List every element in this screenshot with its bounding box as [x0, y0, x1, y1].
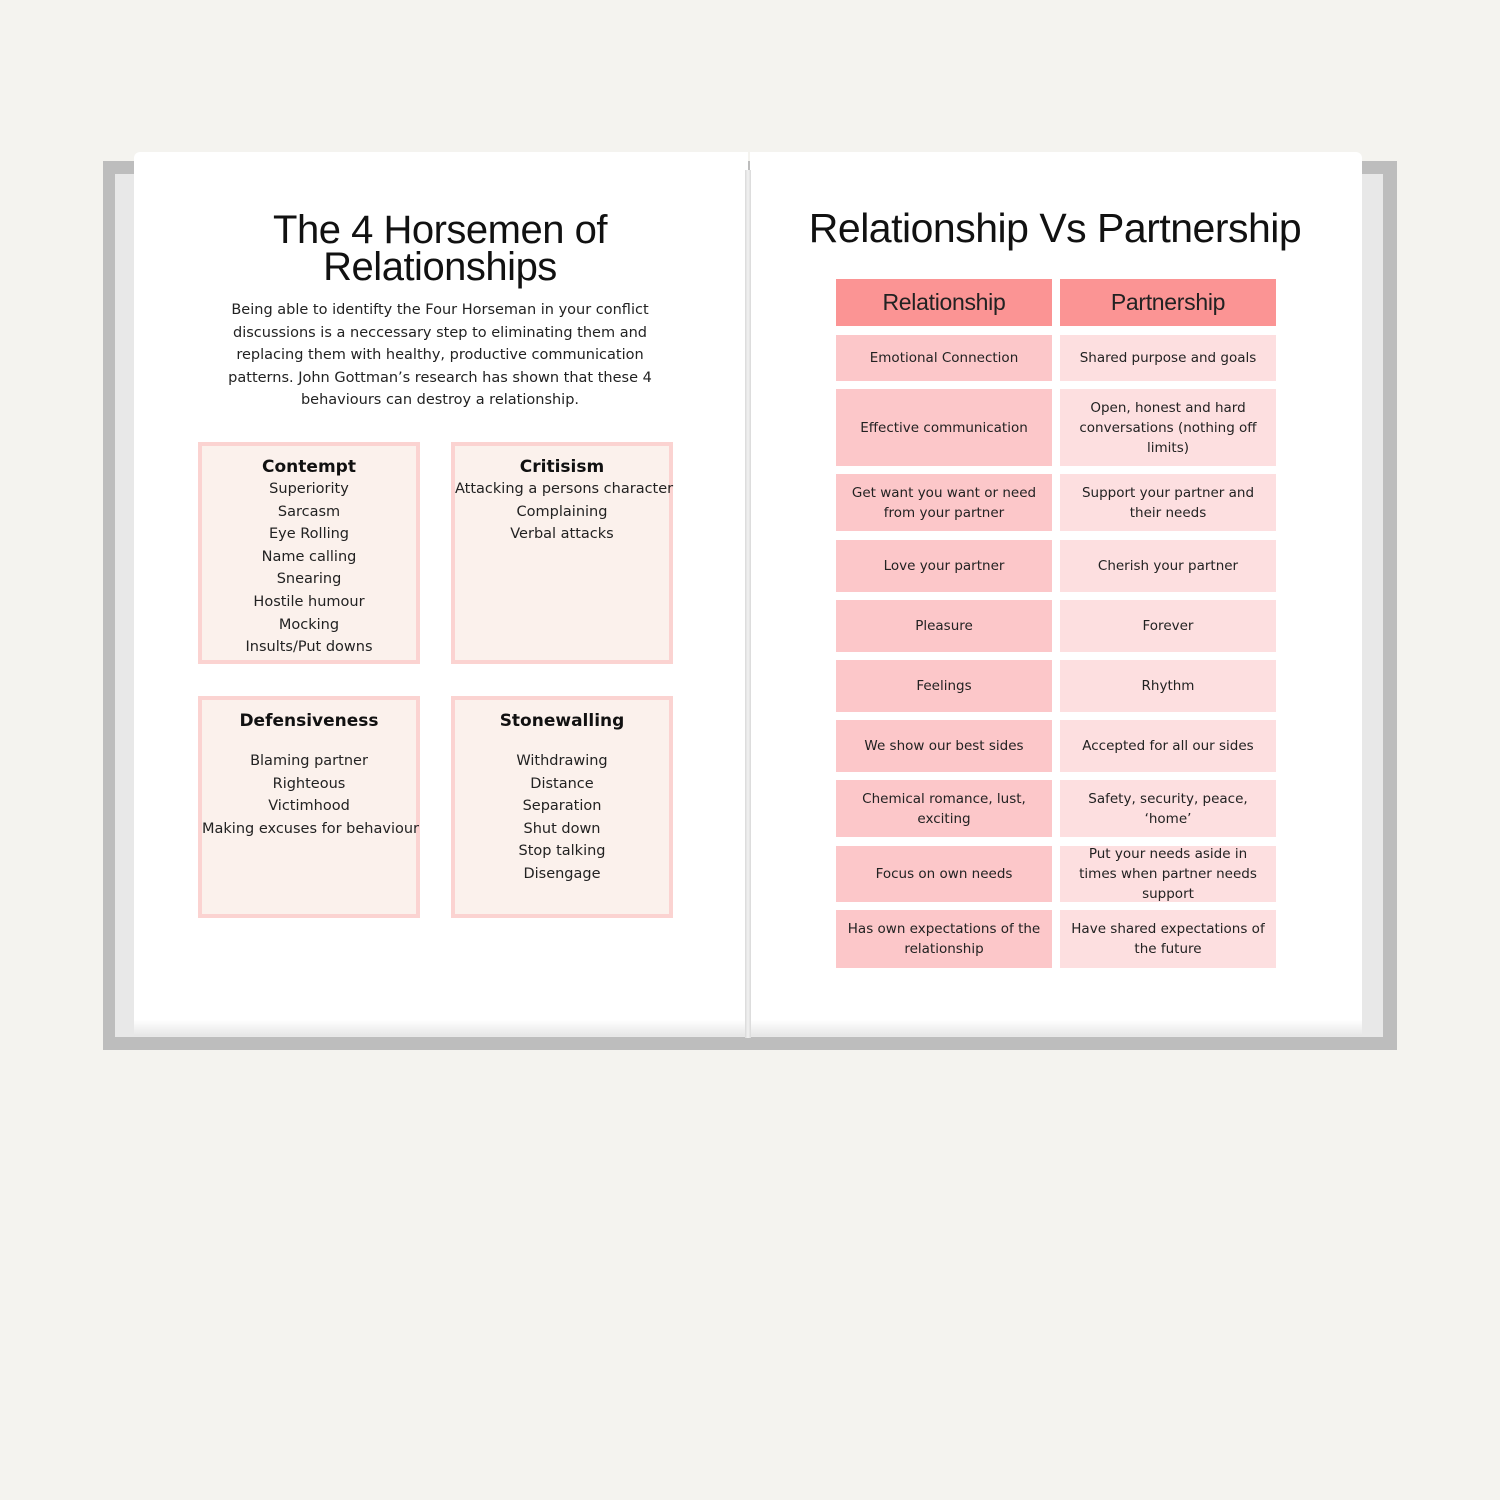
list-item: Distance	[530, 775, 594, 792]
horseman-title: Stonewalling	[499, 711, 625, 731]
list-item: Blaming partner	[250, 753, 368, 769]
horseman-list	[202, 750, 419, 840]
horseman-box-defensiveness	[198, 696, 420, 918]
list-item: Insults/Put downs	[245, 639, 373, 656]
partnership-cell: Accepted for all our sides	[1060, 720, 1276, 772]
partnership-cell: Shared purpose and goals	[1060, 335, 1276, 381]
relationship-cell: Focus on own needs	[836, 846, 1052, 902]
list-item: Name calling	[261, 548, 357, 565]
relationship-cell: Feelings	[836, 660, 1052, 712]
relationship-cell: We show our best sides	[836, 720, 1052, 772]
list-item: Disengage	[523, 865, 601, 882]
list-item: Mocking	[278, 616, 340, 633]
list-item: Righteous	[272, 775, 346, 792]
relationship-cell: Has own expectations of the relationship	[836, 910, 1052, 968]
horseman-box-contempt	[198, 442, 420, 664]
column-header-relationship: Relationship	[836, 279, 1052, 326]
horseman-title: Defensiveness	[239, 711, 379, 731]
relationship-cell: Effective communication	[836, 389, 1052, 466]
list-item: Snearing	[276, 571, 342, 588]
right-page-title: Relationship Vs Partnership	[808, 205, 1302, 251]
relationship-cell: Chemical romance, lust, exciting	[836, 780, 1052, 837]
list-item: Complaining	[516, 503, 608, 520]
partnership-cell: Have shared expectations of the future	[1060, 910, 1276, 968]
list-item: Victimhood	[268, 798, 350, 815]
horseman-list	[455, 478, 674, 546]
relationship-cell: Love your partner	[836, 540, 1052, 592]
list-item: Eye Rolling	[268, 526, 350, 543]
relationship-cell: Emotional Connection	[836, 335, 1052, 381]
left-page-intro: Being able to identifty the Four Horseman in your conflict discussions is a neccessary step to eliminating them and replacing them with healthy, productive communication patterns. John Gottman’s research has shown that these 4 behaviours can destroy a relationship.	[228, 302, 652, 408]
partnership-cell: Support your partner and their needs	[1060, 474, 1276, 531]
list-item: Hostile humour	[253, 593, 365, 610]
partnership-cell: Safety, security, peace, ‘home’	[1060, 780, 1276, 837]
partnership-cell: Put your needs aside in times when partner needs support	[1060, 846, 1276, 902]
list-item: Attacking a persons character	[455, 481, 674, 497]
horseman-list	[202, 478, 416, 659]
list-item: Withdrawing	[516, 753, 608, 769]
horseman-title: Critisism	[519, 457, 605, 477]
relationship-cell: Pleasure	[836, 600, 1052, 652]
list-item: Verbal attacks	[510, 526, 614, 543]
list-item: Superiority	[269, 481, 349, 497]
partnership-cell: Rhythm	[1060, 660, 1276, 712]
list-item: Sarcasm	[277, 503, 341, 520]
partnership-cell: Cherish your partner	[1060, 540, 1276, 592]
horseman-list	[455, 750, 669, 886]
horseman-box-critisism	[451, 442, 673, 664]
partnership-cell: Forever	[1060, 600, 1276, 652]
horseman-box-stonewalling	[451, 696, 673, 918]
list-item: Making excuses for behaviour	[202, 820, 419, 837]
partnership-cell: Open, honest and hard conversations (nothing off limits)	[1060, 389, 1276, 466]
column-header-partnership: Partnership	[1060, 279, 1276, 326]
list-item: Separation	[522, 798, 602, 815]
book-spine	[745, 170, 751, 1038]
left-page-title: The 4 Horsemen of Relationships	[273, 208, 607, 289]
horseman-title: Contempt	[262, 457, 356, 477]
list-item: Shut down	[523, 820, 601, 837]
list-item: Stop talking	[518, 843, 606, 860]
relationship-cell: Get want you want or need from your partner	[836, 474, 1052, 531]
